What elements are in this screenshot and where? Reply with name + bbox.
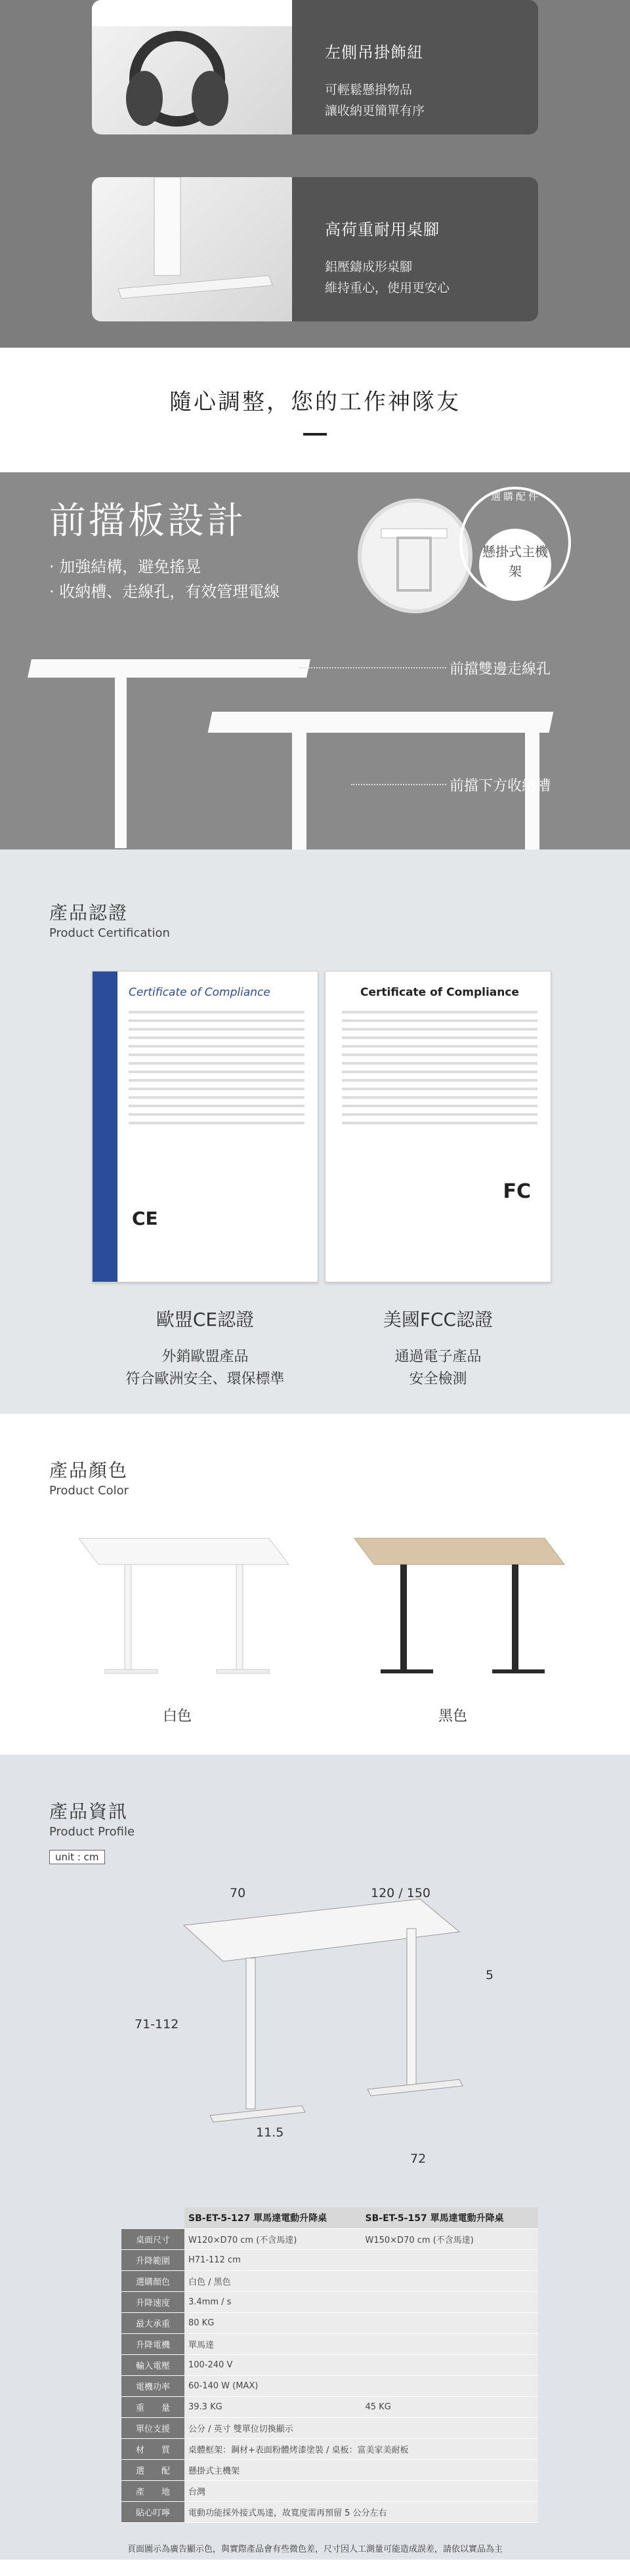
spec-value: 單馬達 xyxy=(184,2333,538,2354)
feature-desc: 讓收納更簡單有序 xyxy=(325,104,425,118)
optional-accessory-badge xyxy=(459,487,571,598)
unit-label: unit : cm xyxy=(49,1850,105,1864)
spec-value: W150×D70 cm (不含馬達) xyxy=(362,2228,539,2249)
table-row xyxy=(121,2249,538,2270)
bullet-list xyxy=(49,554,280,604)
table-row xyxy=(121,2291,538,2312)
spec-value: 45 KG xyxy=(362,2396,539,2417)
desk-top-illustration xyxy=(208,712,554,733)
table-header xyxy=(121,2207,538,2228)
spec-table xyxy=(121,2207,538,2523)
spec-value: H71-112 cm xyxy=(184,2249,538,2270)
slogan-section xyxy=(0,348,630,472)
cert-name: 歐盟CE認證 xyxy=(156,1309,255,1330)
table-row xyxy=(121,2396,538,2417)
profile-section xyxy=(0,1755,630,2560)
optional-main: 懸掛式主機架 xyxy=(479,529,551,601)
spec-value: 公分 / 英寸 雙單位切換顯示 xyxy=(184,2417,538,2438)
hook-photo xyxy=(92,0,292,134)
feature-card-hook xyxy=(92,0,538,134)
bullet-item: · 收納槽、走線孔，有效管理電線 xyxy=(49,579,280,604)
section-title: 產品資訊 Product Profile xyxy=(49,1801,135,1839)
spec-key: 升降範圍 xyxy=(121,2249,184,2270)
spec-key: 產 地 xyxy=(121,2480,184,2501)
side-dimension: 5 xyxy=(486,1968,494,1982)
certification-section xyxy=(0,849,630,1414)
spec-key: 單位支援 xyxy=(121,2417,184,2438)
color-option-white[interactable] xyxy=(59,1525,295,1725)
spec-key: 升降速度 xyxy=(121,2291,184,2312)
spec-key: 選 配 xyxy=(121,2459,184,2480)
divider xyxy=(303,433,327,436)
ce-caption: 歐盟CE認證 外銷歐盟產品 符合歐洲安全、環保標準 xyxy=(92,1305,318,1391)
table-row xyxy=(121,2270,538,2291)
desk-top-illustration xyxy=(28,659,310,678)
certificate-band xyxy=(93,971,117,1282)
table-row xyxy=(121,2375,538,2396)
table-row xyxy=(121,2333,538,2354)
spec-key: 重 量 xyxy=(121,2396,184,2417)
spec-value: 電動功能採外接式馬達，故寬度需再預留 5 公分左右 xyxy=(184,2501,538,2522)
feature-desc: 鋁壓鑄成形桌腳 xyxy=(325,260,413,274)
leg-dimension: 11.5 xyxy=(256,2125,284,2140)
section-title: 產品顏色 Product Color xyxy=(49,1460,129,1498)
table-row xyxy=(121,2459,538,2480)
model-header: SB-ET-5-157 單馬達電動升降桌 xyxy=(362,2207,539,2228)
color-label: 白色 xyxy=(162,1708,192,1725)
accessory-photo xyxy=(358,499,472,613)
leg-photo xyxy=(92,177,292,321)
spec-value: 80 KG xyxy=(184,2312,538,2333)
feature-title: 左側吊掛飾紐 xyxy=(325,43,423,62)
black-desk-photo xyxy=(335,1525,571,1683)
features-section xyxy=(0,0,630,348)
cert-name: 美國FCC認證 xyxy=(383,1309,494,1330)
spec-value: 懸掛式主機架 xyxy=(184,2459,538,2480)
spec-key: 貼心叮嚀 xyxy=(121,2501,184,2522)
spec-key: 桌面尺寸 xyxy=(121,2228,184,2249)
height-dimension: 71-112 xyxy=(135,2017,179,2032)
feature-title: 高荷重耐用桌腳 xyxy=(325,220,440,239)
spec-value: 39.3 KG xyxy=(184,2396,362,2417)
spec-key: 輸入電壓 xyxy=(121,2354,184,2375)
model-header: SB-ET-5-127 單馬達電動升降桌 xyxy=(184,2207,362,2228)
spec-value: 3.4mm / s xyxy=(184,2291,538,2312)
footnote: 頁面圖示為廣告顯示色，與實際產品會有些微色差，尺寸因人工測量可能造成誤差，請依以實品為主 xyxy=(127,2545,503,2554)
color-option-black[interactable] xyxy=(335,1525,571,1725)
spec-key: 選購顏色 xyxy=(121,2270,184,2291)
bullet-item: · 加強結構，避免搖晃 xyxy=(49,554,280,579)
width-dimension: 120 / 150 xyxy=(371,1886,431,1900)
fcc-certificate xyxy=(325,971,551,1282)
slogan-text: 隨心調整，您的工作神隊友 xyxy=(169,389,461,415)
feature-desc: 可輕鬆懸掛物品 xyxy=(325,83,413,97)
section-title: 前擋板設計 xyxy=(49,500,246,542)
spec-key: 材 質 xyxy=(121,2438,184,2459)
feature-desc: 維持重心，使用更安心 xyxy=(325,281,450,295)
table-row xyxy=(121,2501,538,2522)
fcc-mark-icon: FC xyxy=(503,1180,531,1203)
depth-dimension: 70 xyxy=(230,1886,246,1900)
callout-line xyxy=(299,667,446,668)
table-row xyxy=(121,2438,538,2459)
dimension-diagram xyxy=(171,1886,486,2161)
callout-line xyxy=(351,784,446,785)
table-row xyxy=(121,2417,538,2438)
spec-value: W120×D70 cm (不含馬達) xyxy=(184,2228,362,2249)
certificate-title: Certificate of Compliance xyxy=(129,986,270,999)
white-desk-photo xyxy=(59,1525,295,1683)
desk-leg-illustration xyxy=(292,733,306,849)
color-section xyxy=(0,1414,630,1755)
spec-value: 60-140 W (MAX) xyxy=(184,2375,538,2396)
spec-value: 白色 / 黑色 xyxy=(184,2270,538,2291)
section-title: 產品認證 Product Certification xyxy=(49,902,170,940)
optional-tag: 選購配件 xyxy=(491,491,541,502)
base-dimension: 72 xyxy=(410,2152,427,2166)
callout-text: 前擋下方收納槽 xyxy=(450,778,551,794)
ce-certificate xyxy=(92,971,318,1282)
spec-value: 台灣 xyxy=(184,2480,538,2501)
spec-key: 最大承重 xyxy=(121,2312,184,2333)
spec-key: 電機功率 xyxy=(121,2375,184,2396)
spec-value: 桌體框架：鋼材+表面粉體烤漆塗裝 / 桌板：富美家美耐板 xyxy=(184,2438,538,2459)
ce-mark-icon: CE xyxy=(132,1208,158,1229)
front-panel-section xyxy=(0,472,630,849)
color-label: 黑色 xyxy=(438,1708,467,1725)
spec-value: 100-240 V xyxy=(184,2354,538,2375)
table-row xyxy=(121,2480,538,2501)
table-row xyxy=(121,2228,538,2249)
callout-text: 前擋雙邊走線孔 xyxy=(450,661,551,678)
spec-key: 升降電機 xyxy=(121,2333,184,2354)
feature-card-leg xyxy=(92,177,538,321)
fcc-caption: 美國FCC認證 通過電子產品 安全檢測 xyxy=(325,1305,551,1391)
desk-leg-illustration xyxy=(115,678,127,848)
table-row xyxy=(121,2312,538,2333)
table-row xyxy=(121,2354,538,2375)
certificate-title: Certificate of Compliance xyxy=(360,986,519,999)
